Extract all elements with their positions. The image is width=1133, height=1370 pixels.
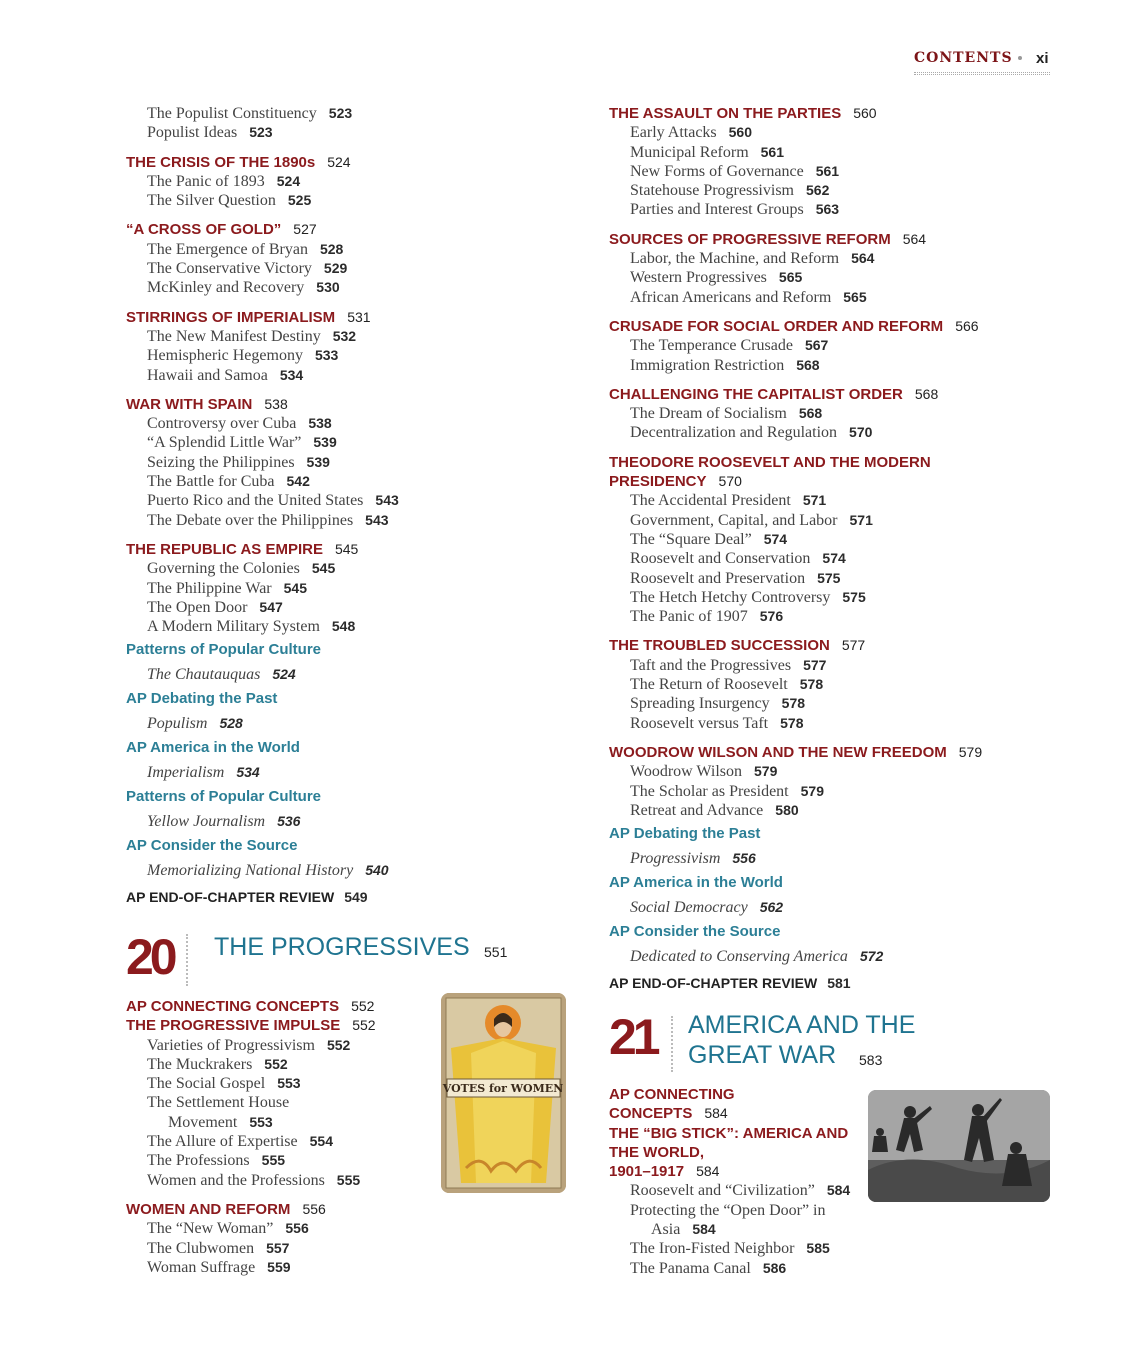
bullet-separator-icon: [1018, 56, 1022, 60]
chapter-title: THE PROGRESSIVES: [214, 933, 470, 961]
chapter-page: 583: [859, 1052, 883, 1068]
toc-entry[interactable]: Women and the Professions 555: [147, 1171, 361, 1189]
toc-entry[interactable]: The Silver Question 525: [147, 192, 312, 210]
toc-entry[interactable]: The Dream of Socialism 568: [630, 405, 823, 423]
toc-entry[interactable]: The Open Door 547: [147, 598, 283, 616]
toc-section-heading[interactable]: CHALLENGING THE CAPITALIST ORDER 568: [609, 385, 939, 403]
toc-entry[interactable]: Roosevelt versus Taft 578: [630, 714, 804, 732]
toc-section-heading[interactable]: “A CROSS OF GOLD” 527: [126, 221, 317, 239]
toc-section-heading[interactable]: THE ASSAULT ON THE PARTIES 560: [609, 105, 877, 122]
feature-entry[interactable]: The Chautauquas 524: [147, 666, 296, 684]
toc-entry[interactable]: The Panic of 1907 576: [630, 608, 784, 626]
toc-entry[interactable]: The Muckrakers 552: [147, 1055, 288, 1073]
toc-entry[interactable]: The Professions 555: [147, 1152, 286, 1170]
chapter-title-line2: GREAT WAR: [688, 1041, 837, 1069]
chapter-number: 20: [126, 929, 174, 985]
toc-entry[interactable]: McKinley and Recovery 530: [147, 279, 340, 297]
toc-entry[interactable]: The Emergence of Bryan 528: [147, 240, 344, 258]
toc-entry[interactable]: Roosevelt and Preservation 575: [630, 569, 841, 587]
toc-entry[interactable]: Puerto Rico and the United States 543: [147, 492, 399, 510]
feature-label[interactable]: AP America in the World: [609, 874, 783, 892]
toc-entry[interactable]: Roosevelt and Conservation 574: [630, 550, 846, 568]
toc-entry-continued[interactable]: Movement 553: [168, 1113, 273, 1131]
toc-entry[interactable]: Government, Capital, and Labor 571: [630, 511, 873, 529]
toc-entry[interactable]: Woman Suffrage 559: [147, 1258, 291, 1276]
feature-label[interactable]: AP Debating the Past: [126, 690, 278, 708]
toc-entry[interactable]: The New Manifest Destiny 532: [147, 327, 357, 345]
feature-entry[interactable]: Yellow Journalism 536: [147, 813, 301, 831]
toc-entry[interactable]: Seizing the Philippines 539: [147, 453, 330, 471]
toc-section-heading[interactable]: STIRRINGS OF IMPERIALISM 531: [126, 308, 371, 326]
toc-section-heading[interactable]: SOURCES OF PROGRESSIVE REFORM 564: [609, 230, 927, 248]
toc-section-heading[interactable]: THE “BIG STICK”: AMERICA AND: [609, 1124, 849, 1142]
toc-entry[interactable]: Statehouse Progressivism 562: [630, 182, 830, 200]
chapter-page: 551: [484, 944, 508, 960]
toc-section-heading-continued[interactable]: THE WORLD,: [609, 1143, 704, 1161]
feature-entry[interactable]: Populism 528: [147, 715, 243, 733]
end-of-chapter-review[interactable]: AP END-OF-CHAPTER REVIEW 549: [126, 889, 368, 906]
svg-text:VOTES for WOMEN: VOTES for WOMEN: [442, 1082, 564, 1095]
toc-entry[interactable]: Decentralization and Regulation 570: [630, 424, 873, 442]
toc-section-heading[interactable]: WOODROW WILSON AND THE NEW FREEDOM 579: [609, 743, 983, 761]
toc-entry[interactable]: The “New Woman” 556: [147, 1220, 309, 1238]
toc-entry[interactable]: The Return of Roosevelt 578: [630, 676, 824, 694]
toc-entry[interactable]: The Accidental President 571: [630, 492, 827, 510]
feature-label[interactable]: Patterns of Popular Culture: [126, 788, 322, 806]
toc-entry-continued[interactable]: Asia 584: [651, 1221, 716, 1239]
feature-entry[interactable]: Imperialism 534: [147, 764, 260, 782]
chapter-title-line1: AMERICA AND THE: [688, 1011, 916, 1039]
toc-entry[interactable]: African Americans and Reform 565: [630, 288, 867, 306]
toc-entry[interactable]: New Forms of Governance 561: [630, 162, 840, 180]
toc-entry[interactable]: Labor, the Machine, and Reform 564: [630, 250, 875, 268]
feature-label[interactable]: AP Consider the Source: [126, 837, 298, 855]
feature-entry[interactable]: Progressivism 556: [630, 850, 756, 868]
toc-entry[interactable]: Populist Ideas 523: [147, 124, 273, 142]
toc-entry[interactable]: The Settlement House: [147, 1094, 290, 1112]
toc-entry[interactable]: Controversy over Cuba 538: [147, 415, 332, 433]
toc-section-heading[interactable]: AP CONNECTING: [609, 1086, 735, 1103]
toc-entry[interactable]: Spreading Insurgency 578: [630, 695, 806, 713]
feature-entry[interactable]: Memorializing National History 540: [147, 862, 389, 880]
toc-section-heading[interactable]: THE CRISIS OF THE 1890s 524: [126, 153, 351, 171]
toc-section-heading[interactable]: WAR WITH SPAIN 538: [126, 395, 288, 413]
toc-entry[interactable]: Woodrow Wilson 579: [630, 763, 778, 781]
feature-label[interactable]: Patterns of Popular Culture: [126, 641, 322, 659]
toc-entry[interactable]: “A Splendid Little War” 539: [147, 434, 337, 452]
toc-section-heading[interactable]: THE PROGRESSIVE IMPULSE 552: [126, 1017, 376, 1035]
toc-entry[interactable]: Retreat and Advance 580: [630, 801, 799, 819]
feature-entry[interactable]: Social Democracy 562: [630, 899, 784, 917]
toc-entry[interactable]: Municipal Reform 561: [630, 143, 784, 161]
toc-entry[interactable]: Roosevelt and “Civilization” 584: [630, 1182, 851, 1200]
toc-entry[interactable]: The Philippine War 545: [147, 579, 307, 597]
toc-entry[interactable]: Parties and Interest Groups 563: [630, 201, 840, 219]
end-of-chapter-review[interactable]: AP END-OF-CHAPTER REVIEW 581: [609, 975, 851, 992]
running-head-rule: [914, 72, 1050, 75]
toc-entry[interactable]: Hemispheric Hegemony 533: [147, 347, 339, 365]
chapter-divider: [671, 1016, 673, 1072]
war-soldiers-photo-image: [868, 1090, 1050, 1202]
toc-section-heading[interactable]: CRUSADE FOR SOCIAL ORDER AND REFORM 566: [609, 317, 979, 335]
toc-section-heading-continued[interactable]: 1901–1917 584: [609, 1163, 720, 1181]
toc-section-heading[interactable]: THE TROUBLED SUCCESSION 577: [609, 637, 866, 655]
toc-section-heading-continued[interactable]: PRESIDENCY 570: [609, 473, 742, 491]
chapter-number: 21: [609, 1009, 657, 1065]
page-number: xi: [1036, 50, 1049, 67]
toc-entry[interactable]: Hawaii and Samoa 534: [147, 366, 304, 384]
chapter-20-sections: [126, 997, 426, 1277]
toc-entry[interactable]: The Panama Canal 586: [630, 1259, 787, 1277]
toc-section-heading[interactable]: WOMEN AND REFORM 556: [126, 1200, 326, 1218]
toc-entry[interactable]: Immigration Restriction 568: [630, 356, 820, 374]
toc-entry[interactable]: The Iron-Fisted Neighbor 585: [630, 1240, 830, 1258]
feature-label[interactable]: AP America in the World: [126, 739, 300, 757]
toc-entry[interactable]: The Hetch Hetchy Controversy 575: [630, 588, 866, 606]
toc-entry[interactable]: Varieties of Progressivism 552: [147, 1036, 351, 1054]
feature-entry[interactable]: Dedicated to Conserving America 572: [630, 948, 884, 966]
toc-section-heading-continued[interactable]: CONCEPTS 584: [609, 1105, 728, 1123]
toc-entry[interactable]: Early Attacks 560: [630, 124, 752, 142]
running-head: [914, 48, 1050, 78]
chapter-divider: [186, 934, 188, 986]
chapter-21-sections: [609, 1085, 864, 1278]
toc-entry[interactable]: Taft and the Progressives 577: [630, 656, 827, 674]
chapter-21-header[interactable]: [609, 1008, 1049, 1078]
feature-label[interactable]: AP Consider the Source: [609, 923, 781, 941]
toc-entry[interactable]: The Clubwomen 557: [147, 1239, 290, 1257]
toc-entry[interactable]: Protecting the “Open Door” in: [630, 1201, 826, 1219]
toc-section-heading[interactable]: THEODORE ROOSEVELT AND THE MODERN: [609, 453, 931, 471]
feature-label[interactable]: AP Debating the Past: [609, 825, 761, 843]
chapter-20-header[interactable]: [126, 928, 566, 988]
toc-entry[interactable]: The Social Gospel 553: [147, 1075, 301, 1093]
toc-entry[interactable]: The Allure of Expertise 554: [147, 1133, 333, 1151]
right-column: [609, 104, 1054, 993]
votes-for-women-poster-image: [441, 993, 566, 1193]
left-column: [126, 104, 566, 907]
toc-entry[interactable]: The Conservative Victory 529: [147, 260, 348, 278]
toc-entry[interactable]: Western Progressives 565: [630, 269, 803, 287]
toc-entry[interactable]: The “Square Deal” 574: [630, 530, 788, 548]
toc-entry[interactable]: Governing the Colonies 545: [147, 560, 336, 578]
running-head-title: CONTENTS: [914, 50, 1013, 66]
toc-entry[interactable]: The Temperance Crusade 567: [630, 337, 829, 355]
toc-entry[interactable]: The Debate over the Philippines 543: [147, 511, 389, 529]
toc-entry[interactable]: A Modern Military System 548: [147, 618, 356, 636]
toc-entry[interactable]: The Populist Constituency 523: [147, 105, 353, 122]
toc-section-heading[interactable]: AP CONNECTING CONCEPTS 552: [126, 998, 375, 1015]
toc-entry[interactable]: The Battle for Cuba 542: [147, 473, 310, 491]
toc-section-heading[interactable]: THE REPUBLIC AS EMPIRE 545: [126, 540, 359, 558]
toc-entry[interactable]: The Scholar as President 579: [630, 782, 824, 800]
toc-entry[interactable]: The Panic of 1893 524: [147, 172, 301, 190]
